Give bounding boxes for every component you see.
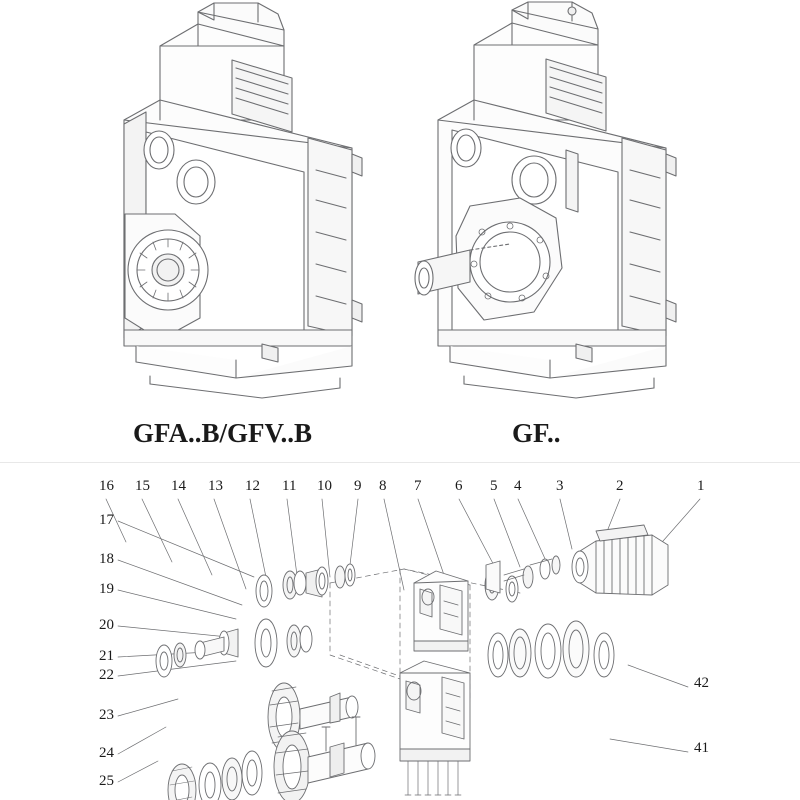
callout-20: 20 xyxy=(99,617,114,633)
ring-stack-top xyxy=(256,564,355,607)
callout-18: 18 xyxy=(99,551,114,567)
callout-41: 41 xyxy=(694,740,709,756)
callout-12: 12 xyxy=(245,478,260,494)
callout-16: 16 xyxy=(99,478,114,494)
callout-6: 6 xyxy=(455,478,463,494)
housing-upper xyxy=(414,571,468,651)
callout-2: 2 xyxy=(616,478,624,494)
callout-5: 5 xyxy=(490,478,498,494)
model-label-right: GF.. xyxy=(512,418,561,448)
callout-22: 22 xyxy=(99,667,114,683)
callout-1: 1 xyxy=(697,478,705,494)
callout-10: 10 xyxy=(317,478,332,494)
model-label-left: GFA..B/GFV..B xyxy=(133,418,313,448)
callout-23: 23 xyxy=(99,707,114,723)
callout-4: 4 xyxy=(514,478,522,494)
housing-lower xyxy=(400,661,470,795)
exploded-parts-diagram xyxy=(0,465,800,800)
callout-17: 17 xyxy=(99,512,114,528)
callout-9: 9 xyxy=(354,478,362,494)
callout-15: 15 xyxy=(135,478,150,494)
section-divider xyxy=(0,462,800,463)
callout-3: 3 xyxy=(556,478,564,494)
callout-13: 13 xyxy=(208,478,223,494)
callout-14: 14 xyxy=(171,478,186,494)
callout-25: 25 xyxy=(99,773,114,789)
right-gearbox-drawing xyxy=(415,2,676,398)
exploded-parts-drawing xyxy=(0,465,800,800)
callout-11: 11 xyxy=(282,478,297,494)
callout-42: 42 xyxy=(694,675,709,691)
callout-7: 7 xyxy=(414,478,422,494)
callout-21: 21 xyxy=(99,648,114,664)
left-gearbox-drawing xyxy=(124,3,362,398)
callout-8: 8 xyxy=(379,478,387,494)
callout-19: 19 xyxy=(99,581,114,597)
callout-24: 24 xyxy=(99,745,114,761)
